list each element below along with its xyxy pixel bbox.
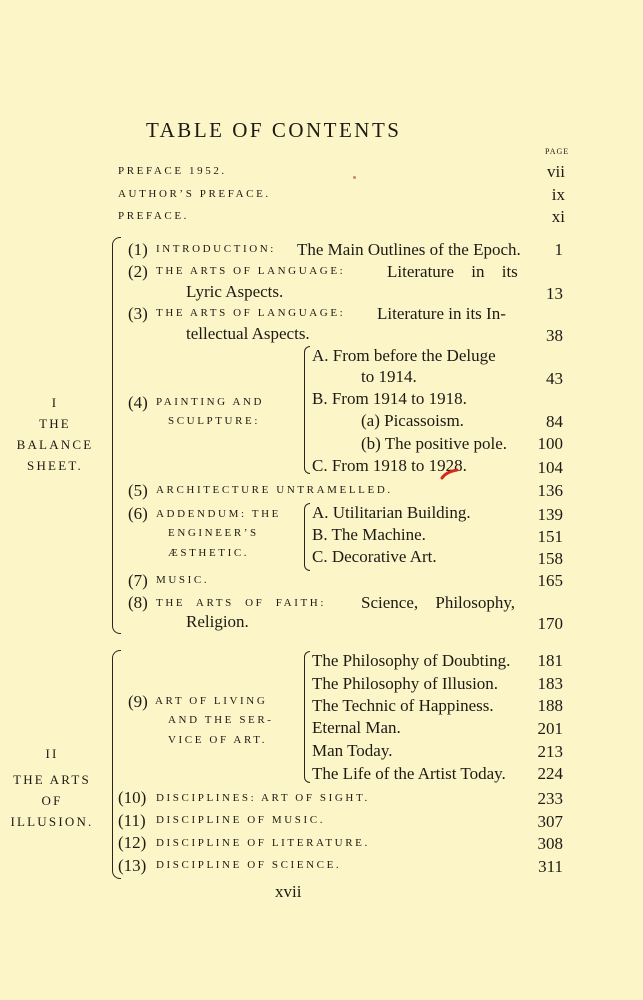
subentry-page: 224: [537, 764, 563, 783]
part1-numeral: I: [51, 395, 59, 410]
subentry-page: 104: [537, 458, 563, 477]
entry-page: 311: [538, 857, 563, 876]
entry-text: Lyric Aspects.: [186, 282, 284, 301]
entry4-brace: [304, 346, 310, 474]
entry-page: 165: [537, 571, 563, 590]
subentry-text: (b) The positive pole.: [361, 434, 508, 453]
subentry-page: 201: [537, 719, 563, 738]
subentry-page: 84: [546, 412, 563, 431]
entry-number: (3): [128, 304, 148, 323]
subentry-text: (a) Picassoism.: [361, 411, 464, 430]
subentry-text: The Philosophy of Doubting.: [312, 651, 511, 670]
front-matter-label: PREFACE.: [118, 210, 190, 222]
entry-heading: MUSIC.: [156, 574, 210, 586]
part1-title: BALANCE: [16, 437, 94, 452]
front-matter-page: vii: [547, 162, 565, 181]
entry-number: (13): [118, 856, 147, 875]
front-matter-label: AUTHOR’S PREFACE.: [118, 188, 271, 200]
page-title: TABLE OF CONTENTS: [146, 118, 402, 142]
subentry-text: B. From 1914 to 1918.: [312, 389, 467, 408]
entry-heading: ADDENDUM: THE: [156, 508, 281, 520]
subentry-text: B. The Machine.: [312, 525, 426, 544]
entry-heading: SCULPTURE:: [168, 415, 261, 427]
subentry-text: A. Utilitarian Building.: [312, 503, 471, 522]
entry-heading: DISCIPLINE OF SCIENCE.: [156, 859, 342, 871]
entry-text: Literature in its In-: [377, 304, 506, 323]
entry-number: (7): [128, 571, 148, 590]
part2-title: OF: [41, 793, 63, 808]
entry-heading: ART OF LIVING: [155, 695, 268, 707]
entry-page: 170: [537, 614, 563, 633]
subentry-text: A. From before the Deluge: [312, 346, 496, 365]
subentry-page: 188: [537, 696, 563, 715]
entry-page: 13: [546, 284, 563, 303]
subentry-page: 183: [537, 674, 563, 693]
part1-title: SHEET.: [27, 458, 83, 473]
entry-heading: THE ARTS OF FAITH:: [156, 597, 326, 609]
stray-mark: [353, 176, 356, 179]
entry-heading: THE ARTS OF LANGUAGE:: [156, 265, 346, 277]
subentry-page: 181: [537, 651, 563, 670]
entry-number: (5): [128, 481, 148, 500]
subentry-text: C. Decorative Art.: [312, 547, 437, 566]
entry-number: (9): [128, 692, 148, 711]
subentry-text: Eternal Man.: [312, 718, 401, 737]
entry-heading: INTRODUCTION:: [156, 243, 276, 255]
pen-mark-icon: [440, 468, 460, 480]
entry-heading: DISCIPLINE OF MUSIC.: [156, 814, 326, 826]
entry-heading: PAINTING AND: [156, 396, 265, 408]
subentry-text: The Life of the Artist Today.: [312, 764, 506, 783]
entry-heading: DISCIPLINE OF LITERATURE.: [156, 837, 370, 849]
entry-text: Literature in its: [387, 262, 518, 281]
entry-page: 233: [537, 789, 563, 808]
entry-page: 308: [537, 834, 563, 853]
entry-text: tellectual Aspects.: [186, 324, 310, 343]
subentry-text: The Philosophy of Illusion.: [312, 674, 499, 693]
subentry-page: 213: [537, 742, 563, 761]
entry-page: 38: [546, 326, 563, 345]
part2-title: ILLUSION.: [10, 814, 94, 829]
subentry-page: 158: [537, 549, 563, 568]
entry-page: 136: [537, 481, 563, 500]
entry-heading: AND THE SER-: [168, 714, 274, 726]
part1-title: THE: [39, 416, 71, 431]
entry-text: The Main Outlines of the Epoch.: [297, 240, 521, 259]
entry6-brace: [304, 503, 310, 571]
entry-heading: ENGINEER’S: [168, 527, 259, 539]
entry-text: Religion.: [186, 612, 249, 631]
entry-number: (11): [118, 811, 146, 830]
entry-page: 307: [537, 812, 563, 831]
entry-page: 1: [554, 240, 563, 259]
front-matter-page: ix: [551, 185, 565, 204]
entry-text: Science, Philosophy,: [361, 593, 516, 612]
page-column-header: PAGE: [545, 147, 570, 156]
entry-number: (1): [128, 240, 148, 259]
subentry-page: 43: [546, 369, 563, 388]
front-matter-label: PREFACE 1952.: [118, 165, 227, 177]
subentry-text: to 1914.: [361, 367, 417, 386]
subentry-page: 151: [537, 527, 563, 546]
subentry-text: C. From 1918 to 1928.: [312, 456, 467, 475]
subentry-text: Man Today.: [312, 741, 393, 760]
entry-heading: THE ARTS OF LANGUAGE:: [156, 307, 346, 319]
entry-heading: DISCIPLINES: ART OF SIGHT.: [156, 792, 370, 804]
front-matter-page: xi: [551, 207, 565, 226]
entry-number: (12): [118, 833, 147, 852]
page-number: xvii: [275, 882, 302, 901]
subentry-page: 100: [537, 434, 563, 453]
entry-heading: VICE OF ART.: [168, 734, 268, 746]
entry-number: (6): [128, 504, 148, 523]
subentry-text: The Technic of Happiness.: [312, 696, 494, 715]
entry9-brace: [304, 651, 310, 783]
entry-number: (4): [128, 393, 148, 412]
entry-number: (8): [128, 593, 148, 612]
subentry-page: 139: [537, 505, 563, 524]
entry-heading: ÆSTHETIC.: [168, 547, 250, 559]
entry-number: (10): [118, 788, 147, 807]
entry-number: (2): [128, 262, 148, 281]
part1-brace: [112, 237, 121, 634]
part2-title: THE ARTS: [13, 772, 91, 787]
entry-heading: ARCHITECTURE UNTRAMELLED.: [156, 484, 393, 496]
part2-numeral: II: [45, 746, 59, 761]
